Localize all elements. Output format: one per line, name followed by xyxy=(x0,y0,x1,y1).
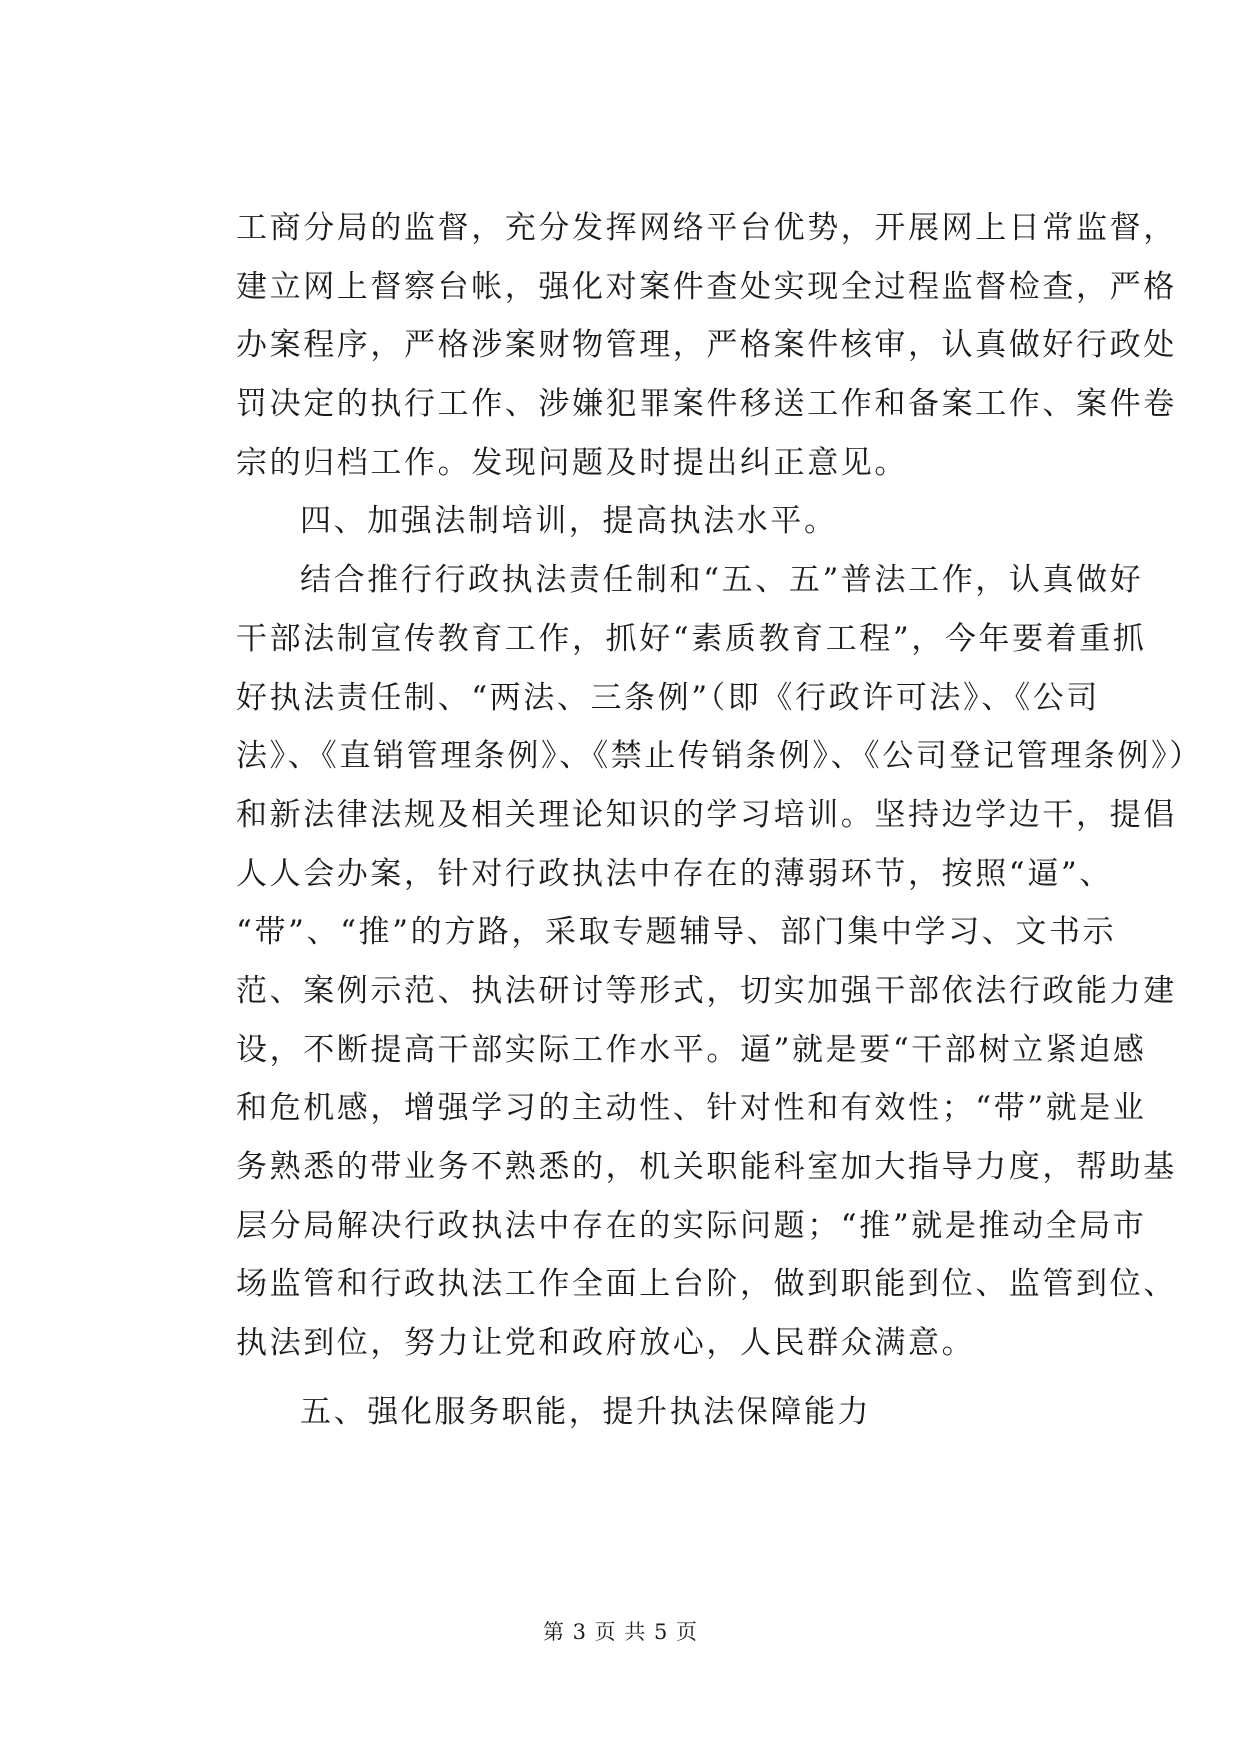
section-heading: 五、强化服务职能，提升执法保障能力 xyxy=(300,1393,872,1430)
paragraph-line: 执法到位，努力让党和政府放心，人民群众满意。 xyxy=(236,1325,976,1362)
page-number-footer: 第 3 页 共 5 页 xyxy=(542,1620,699,1644)
paragraph-line: 人人会办案，针对行政执法中存在的薄弱环节，按照“逼”、 xyxy=(236,855,1113,892)
paragraph-line: 好执法责任制、“两法、三条例”（即《行政许可法》、《公司 xyxy=(236,679,1100,716)
paragraph-line: 工商分局的监督，充分发挥网络平台优势，开展网上日常监督， xyxy=(236,210,1177,246)
paragraph-line: 罚决定的执行工作、涉嫌犯罪案件移送工作和备案工作、案件卷 xyxy=(236,386,1177,423)
section-heading: 四、加强法制培训，提高执法水平。 xyxy=(300,503,838,540)
paragraph-line: 和危机感，增强学习的主动性、针对性和有效性；“带”就是业 xyxy=(236,1090,1147,1127)
paragraph-line: 办案程序，严格涉案财物管理，严格案件核审，认真做好行政处 xyxy=(236,327,1177,364)
document-body xyxy=(236,199,1203,1441)
paragraph-line: “带”、“推”的方路，采取专题辅导、部门集中学习、文书示 xyxy=(236,914,1117,951)
paragraph-line: 结合推行行政执法责任制和“五、五”普法工作，认真做好 xyxy=(300,562,1144,599)
paragraph-line: 干部法制宣传教育工作，抓好“素质教育工程”，今年要着重抓 xyxy=(236,620,1147,657)
paragraph-line: 场监管和行政执法工作全面上台阶，做到职能到位、监管到位、 xyxy=(236,1266,1177,1303)
paragraph-line: 建立网上督察台帐，强化对案件查处实现全过程监督检查，严格 xyxy=(236,268,1177,305)
paragraph-line: 法》、《直销管理条例》、《禁止传销条例》、《公司登记管理条例》） xyxy=(236,738,1203,775)
paragraph-line: 务熟悉的带业务不熟悉的，机关职能科室加大指导力度，帮助基 xyxy=(236,1149,1177,1185)
paragraph-line: 设，不断提高干部实际工作水平。逼”就是要“干部树立紧迫感 xyxy=(236,1031,1147,1068)
paragraph-line: 和新法律法规及相关理论知识的学习培训。坚持边学边干，提倡 xyxy=(236,796,1177,833)
spacer xyxy=(236,1373,1096,1383)
paragraph-line: 宗的归档工作。发现问题及时提出纠正意见。 xyxy=(236,444,908,481)
paragraph-line: 层分局解决行政执法中存在的实际问题；“推”就是推动全局市 xyxy=(236,1207,1147,1244)
paragraph-line: 范、案例示范、执法研讨等形式，切实加强干部依法行政能力建 xyxy=(236,972,1177,1009)
